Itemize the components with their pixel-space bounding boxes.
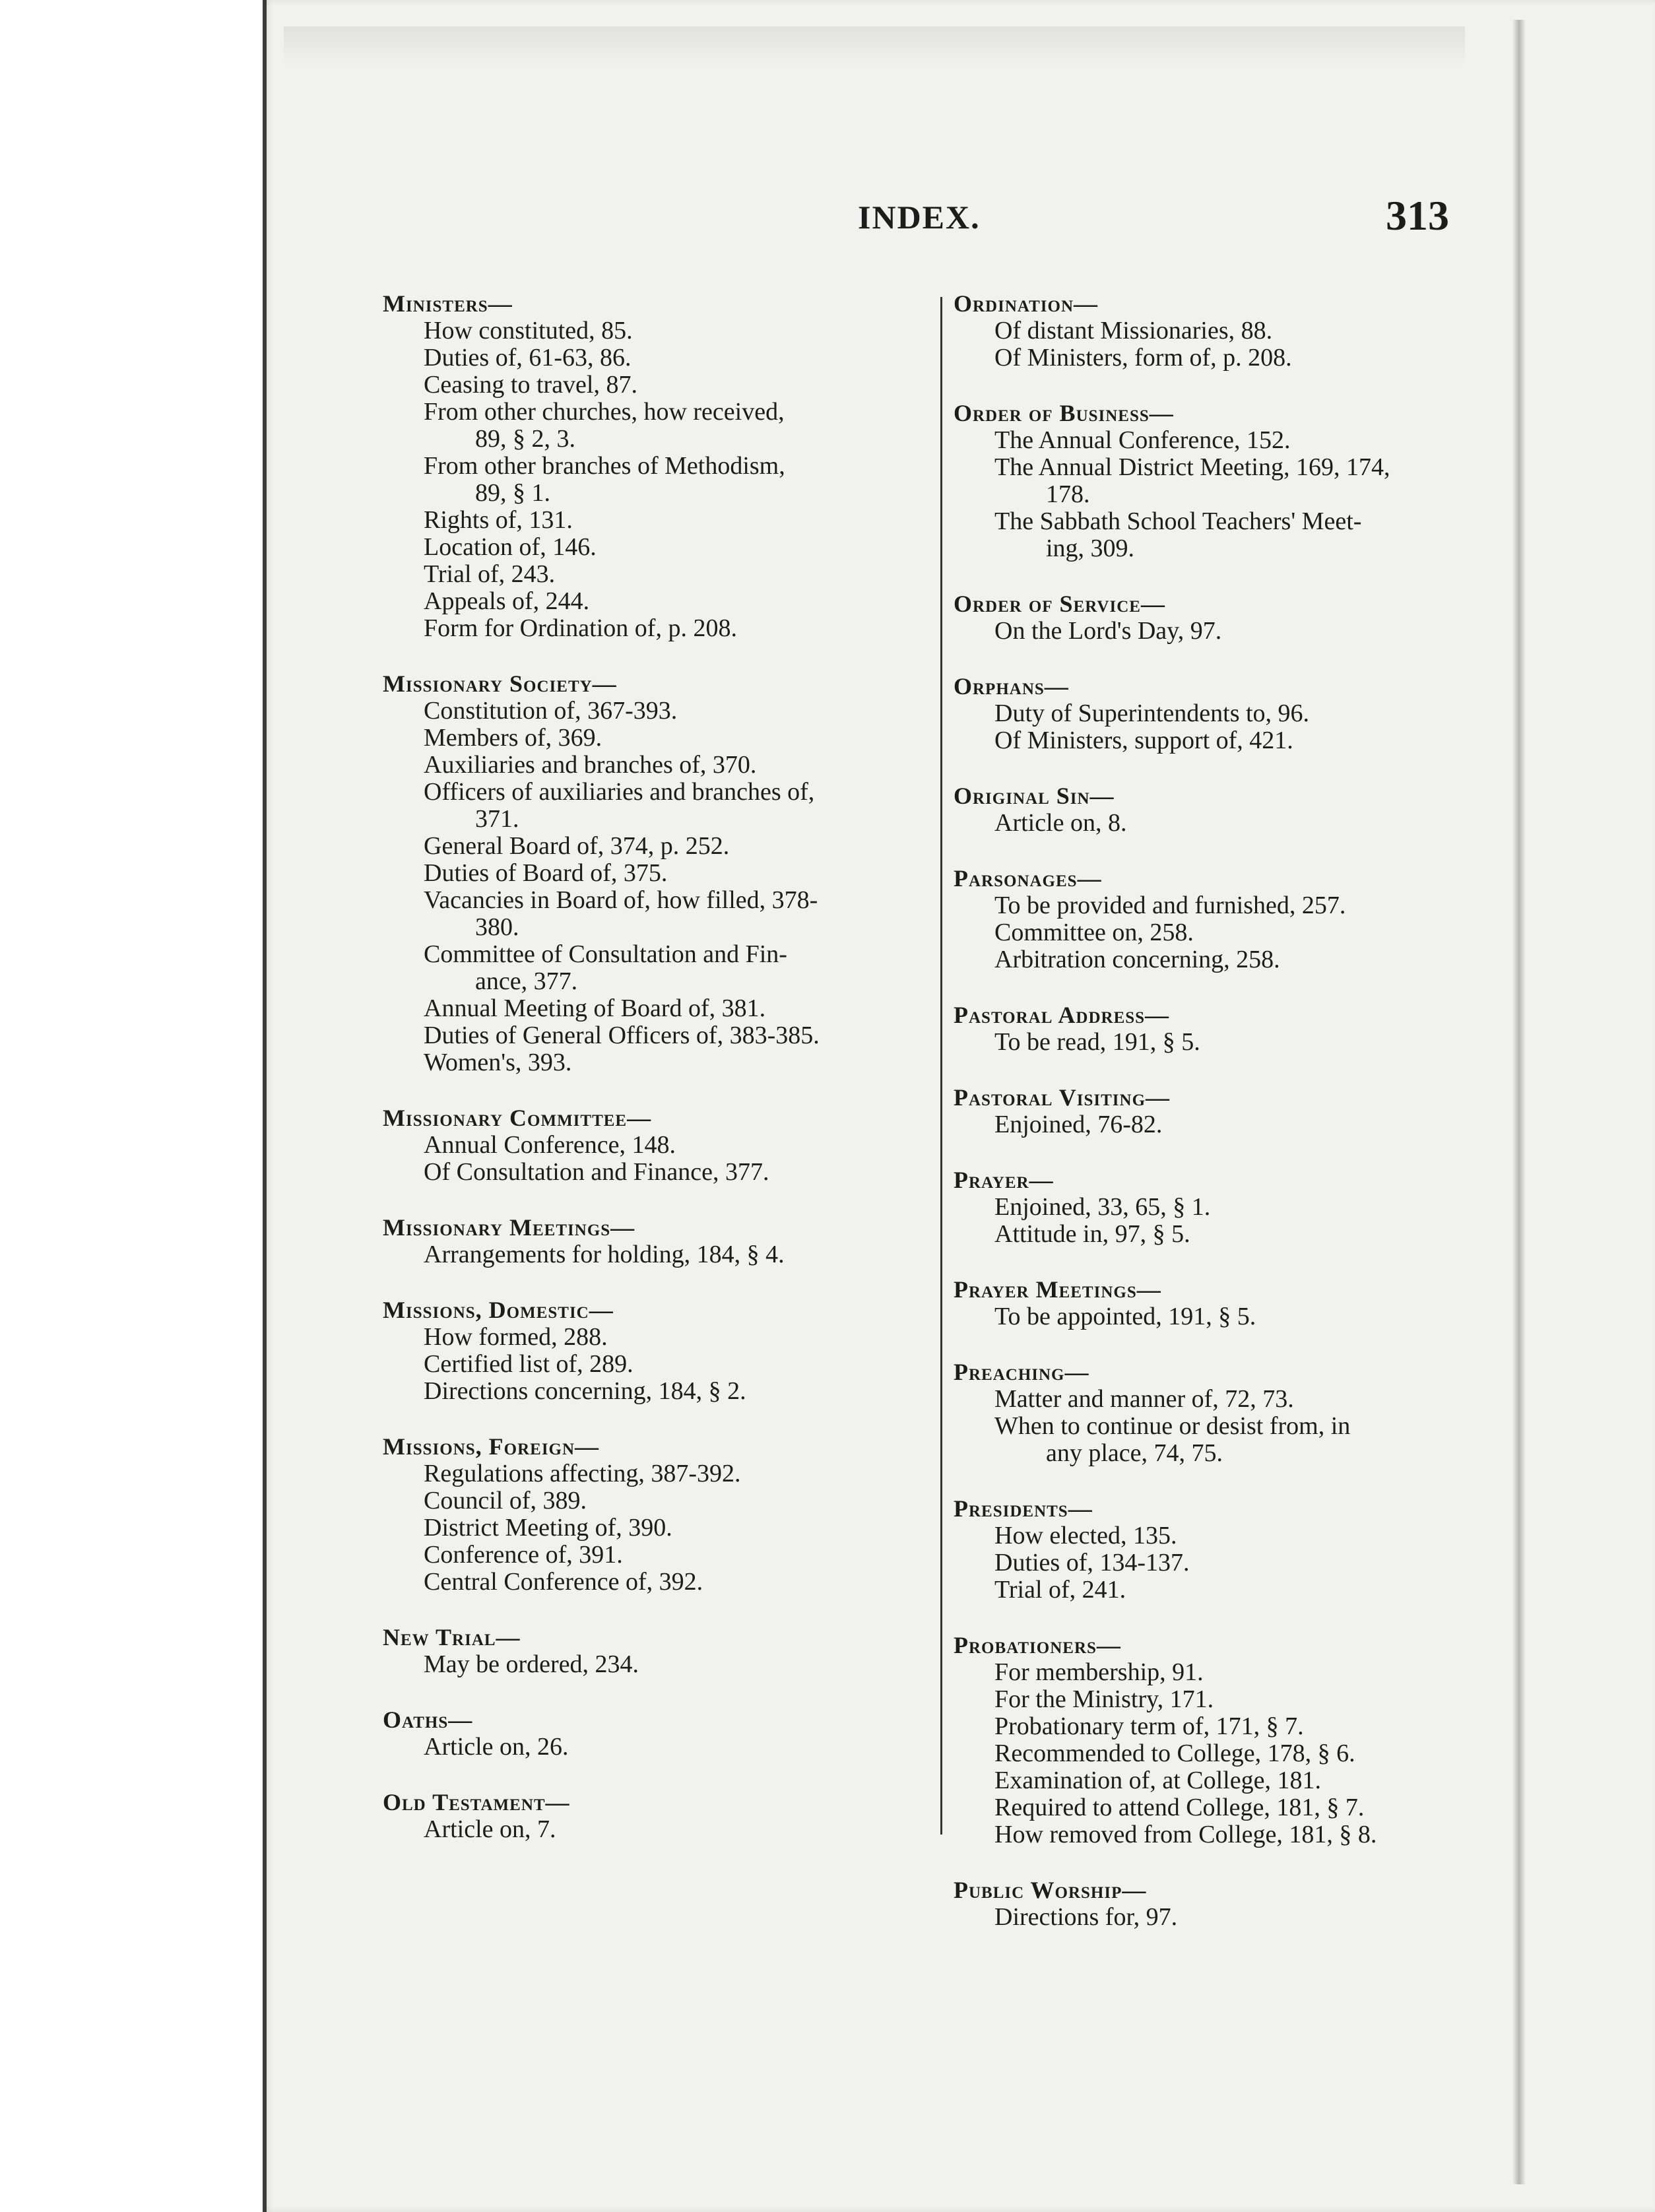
index-entry xyxy=(954,783,1455,837)
index-heading: Prayer— xyxy=(954,1167,1054,1193)
index-subentry: Of Consultation and Finance, 377. xyxy=(424,1158,769,1186)
index-subentry: Of Ministers, support of, 421. xyxy=(994,727,1293,754)
index-heading: Public Worship— xyxy=(954,1877,1147,1903)
index-subentry: Article on, 7. xyxy=(424,1815,556,1843)
index-subentry-continuation: any place, 74, 75. xyxy=(1046,1439,1223,1467)
index-entry xyxy=(954,1084,1455,1138)
index-subentry: Conference of, 391. xyxy=(424,1541,623,1569)
index-subentry: Arbitration concerning, 258. xyxy=(994,946,1280,973)
index-subentry: Committee of Consultation and Fin- xyxy=(424,940,787,968)
index-heading: Order of Business— xyxy=(954,400,1174,426)
index-subentry-continuation: 89, § 1. xyxy=(475,479,550,507)
index-subentry: District Meeting of, 390. xyxy=(424,1514,672,1542)
index-subentry: For membership, 91. xyxy=(994,1658,1204,1686)
index-subentry: Constitution of, 367-393. xyxy=(424,697,678,725)
index-subentry: Of distant Missionaries, 88. xyxy=(994,317,1273,344)
index-subentry: Attitude in, 97, § 5. xyxy=(994,1220,1190,1248)
index-entry xyxy=(954,1167,1455,1248)
index-subentry: Rights of, 131. xyxy=(424,506,573,534)
index-subentry: Women's, 393. xyxy=(424,1049,572,1076)
index-subentry: Duties of, 134-137. xyxy=(994,1549,1190,1577)
index-subentry: The Annual District Meeting, 169, 174, xyxy=(994,453,1390,481)
index-entry xyxy=(383,1214,937,1268)
page-edge xyxy=(263,0,267,2212)
index-subentry: Examination of, at College, 181. xyxy=(994,1767,1321,1794)
index-entry xyxy=(954,673,1455,754)
index-subentry: Annual Conference, 148. xyxy=(424,1131,676,1159)
index-heading: Missionary Committee— xyxy=(383,1105,652,1131)
index-subentry: Members of, 369. xyxy=(424,724,602,752)
index-entry xyxy=(954,290,1455,372)
index-subentry: Trial of, 241. xyxy=(994,1576,1126,1604)
index-subentry: Annual Meeting of Board of, 381. xyxy=(424,994,766,1022)
index-subentry: The Annual Conference, 152. xyxy=(994,426,1291,454)
index-heading: Pastoral Visiting— xyxy=(954,1084,1171,1111)
left-margin xyxy=(0,0,264,2212)
column-divider xyxy=(940,297,942,1835)
index-subentry-continuation: 178. xyxy=(1046,480,1090,508)
index-subentry: On the Lord's Day, 97. xyxy=(994,617,1222,645)
running-title: INDEX. xyxy=(858,199,981,236)
index-subentry-continuation: ing, 309. xyxy=(1046,535,1135,562)
index-subentry: Of Ministers, form of, p. 208. xyxy=(994,344,1292,372)
index-subentry: From other churches, how received, xyxy=(424,398,785,426)
index-subentry: Recommended to College, 178, § 6. xyxy=(994,1740,1355,1767)
index-heading: Missions, Domestic— xyxy=(383,1297,614,1323)
index-subentry: Enjoined, 76-82. xyxy=(994,1111,1163,1138)
index-subentry: To be provided and furnished, 257. xyxy=(994,892,1346,919)
index-entry xyxy=(383,1707,937,1761)
index-column-left xyxy=(383,290,937,1871)
index-entry xyxy=(383,1789,937,1843)
index-subentry: May be ordered, 234. xyxy=(424,1650,639,1678)
index-subentry-continuation: 380. xyxy=(475,913,519,941)
index-subentry: To be appointed, 191, § 5. xyxy=(994,1303,1256,1330)
index-subentry: Regulations affecting, 387-392. xyxy=(424,1460,741,1487)
index-subentry: Location of, 146. xyxy=(424,533,597,561)
index-subentry: How constituted, 85. xyxy=(424,317,633,344)
top-shadow xyxy=(284,26,1465,66)
index-heading: Original Sin— xyxy=(954,783,1115,809)
index-subentry: To be read, 191, § 5. xyxy=(994,1028,1200,1056)
index-subentry: Committee on, 258. xyxy=(994,919,1194,946)
index-heading: Ordination— xyxy=(954,290,1098,317)
index-subentry: How elected, 135. xyxy=(994,1522,1177,1549)
index-subentry: Matter and manner of, 72, 73. xyxy=(994,1385,1294,1413)
index-subentry-continuation: ance, 377. xyxy=(475,967,578,995)
index-entry xyxy=(383,1105,937,1186)
index-entry xyxy=(383,1624,937,1678)
index-heading: Missions, Foreign— xyxy=(383,1433,600,1460)
index-heading: Orphans— xyxy=(954,673,1069,699)
index-subentry: Council of, 389. xyxy=(424,1487,587,1514)
index-heading: Pastoral Address— xyxy=(954,1002,1170,1028)
index-subentry: How removed from College, 181, § 8. xyxy=(994,1821,1377,1848)
index-subentry: Arrangements for holding, 184, § 4. xyxy=(424,1241,785,1268)
index-entry xyxy=(954,400,1455,562)
page-number: 313 xyxy=(1386,192,1449,239)
index-subentry: How formed, 288. xyxy=(424,1323,608,1351)
index-subentry: Vacancies in Board of, how filled, 378- xyxy=(424,886,818,914)
index-subentry: Form for Ordination of, p. 208. xyxy=(424,614,737,642)
index-entry xyxy=(954,1276,1455,1330)
index-subentry: Probationary term of, 171, § 7. xyxy=(994,1712,1304,1740)
index-heading: Probationers— xyxy=(954,1632,1121,1658)
index-subentry: From other branches of Methodism, xyxy=(424,452,785,480)
index-entry xyxy=(954,1002,1455,1056)
index-entry xyxy=(954,1359,1455,1467)
index-heading: Old Testament— xyxy=(383,1789,570,1815)
index-heading: Oaths— xyxy=(383,1707,473,1733)
right-page-edge xyxy=(1512,20,1526,2184)
index-heading: Presidents— xyxy=(954,1495,1093,1522)
index-subentry: Ceasing to travel, 87. xyxy=(424,371,637,399)
index-column-right xyxy=(954,290,1455,1959)
index-entry xyxy=(954,591,1455,645)
index-entry xyxy=(383,670,937,1076)
index-subentry: Trial of, 243. xyxy=(424,560,556,588)
index-subentry: Central Conference of, 392. xyxy=(424,1568,703,1596)
index-entry xyxy=(383,1433,937,1596)
index-entry xyxy=(383,290,937,642)
index-entry xyxy=(383,1297,937,1405)
index-subentry: When to continue or desist from, in xyxy=(994,1412,1351,1440)
index-entry xyxy=(954,1877,1455,1931)
index-subentry: Duties of Board of, 375. xyxy=(424,859,668,887)
index-subentry: Appeals of, 244. xyxy=(424,587,590,615)
index-entry xyxy=(954,1632,1455,1848)
index-subentry-continuation: 371. xyxy=(475,805,519,833)
index-subentry: General Board of, 374, p. 252. xyxy=(424,832,730,860)
index-heading: Missionary Society— xyxy=(383,670,617,697)
index-heading: New Trial— xyxy=(383,1624,521,1650)
index-heading: Preaching— xyxy=(954,1359,1089,1385)
index-entry xyxy=(954,865,1455,973)
index-subentry: Directions concerning, 184, § 2. xyxy=(424,1377,746,1405)
index-subentry: Duty of Superintendents to, 96. xyxy=(994,699,1310,727)
index-heading: Ministers— xyxy=(383,290,513,317)
index-heading: Order of Service— xyxy=(954,591,1165,617)
index-subentry: The Sabbath School Teachers' Meet- xyxy=(994,507,1362,535)
index-heading: Missionary Meetings— xyxy=(383,1214,635,1241)
index-subentry: Certified list of, 289. xyxy=(424,1350,633,1378)
index-subentry: Directions for, 97. xyxy=(994,1903,1178,1931)
index-heading: Parsonages— xyxy=(954,865,1102,892)
index-subentry: Officers of auxiliaries and branches of, xyxy=(424,778,815,806)
index-subentry: Duties of General Officers of, 383-385. xyxy=(424,1022,820,1049)
index-subentry: Article on, 26. xyxy=(424,1733,569,1761)
index-subentry: For the Ministry, 171. xyxy=(994,1685,1214,1713)
index-heading: Prayer Meetings— xyxy=(954,1276,1161,1303)
index-subentry: Enjoined, 33, 65, § 1. xyxy=(994,1193,1211,1221)
index-subentry: Duties of, 61-63, 86. xyxy=(424,344,632,372)
index-subentry-continuation: 89, § 2, 3. xyxy=(475,425,575,453)
index-subentry: Required to attend College, 181, § 7. xyxy=(994,1794,1365,1821)
index-subentry: Auxiliaries and branches of, 370. xyxy=(424,751,757,779)
index-subentry: Article on, 8. xyxy=(994,809,1127,837)
index-entry xyxy=(954,1495,1455,1604)
